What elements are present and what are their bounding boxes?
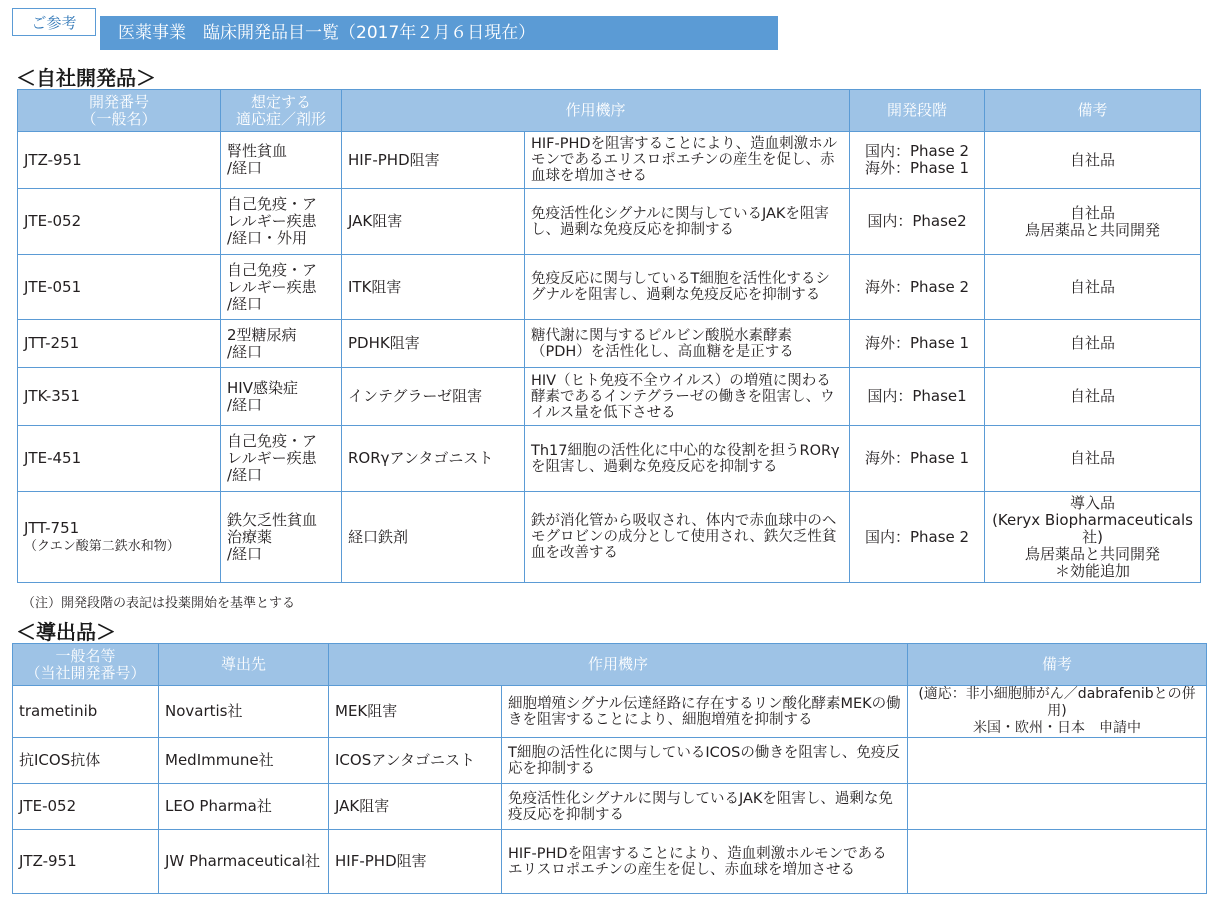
table-row [18,189,1201,255]
indication-line: 腎性貧血 [227,142,288,160]
header-name: 一般名等 （当社開発番号） [13,644,159,686]
dev-code: JTE-051 [24,277,82,296]
table-row [18,492,1201,583]
mechanism-short: インテグラーゼ阻害 [342,368,525,426]
licensee: MedImmune社 [159,738,329,784]
remarks-cell [985,255,1201,320]
footnote: （注）開発段階の表記は投薬開始を基準とする [22,596,296,611]
indication-cell [221,189,342,255]
dev-code: JTT-251 [24,334,80,352]
mechanism-detail: Th17細胞の活性化に中心的な役割を担うRORγを阻害し、過剰な免疫反応を抑制する [525,426,850,492]
indication-line: レルギー疾患 [227,277,317,296]
table-row [13,830,1207,894]
remarks-line: 鳥居薬品と共同開発 [1025,220,1161,239]
mechanism-detail: HIF-PHDを阻害することにより、造血刺激ホルモンであるエリスロポエチンの産生を促し、赤血球を増加させる [502,830,908,894]
header-indication: 想定する 適応症／剤形 [221,90,342,132]
generic-name: （クエン酸第二鉄水和物） [24,538,180,554]
licensee: JW Pharmaceutical社 [159,830,329,894]
header-remarks: 備考 [908,644,1207,686]
mechanism-short: HIF-PHD阻害 [342,132,525,189]
indication-line: レルギー疾患 [227,212,317,230]
mechanism-short: RORγアンタゴニスト [342,426,525,492]
mechanism-short: MEK阻害 [329,686,502,738]
licensee: Novartis社 [159,686,329,738]
stage-line: 海外：Phase 1 [864,159,970,177]
table-row [13,738,1207,784]
remarks-cell [985,368,1201,426]
table-row [18,132,1201,189]
own-section-title: ＜自社開発品＞ [16,66,156,90]
page-title: 医薬事業 臨床開発品目一覧（2017年２月６日現在） [100,16,778,50]
remarks-cell [908,738,1207,784]
table-row [18,426,1201,492]
stage-cell [850,255,985,320]
code-cell [18,132,221,189]
dev-code: JTE-451 [24,449,82,467]
out-licensing-table [12,643,1207,894]
header-mechanism: 作用機序 [329,644,908,686]
indication-line: 2型糖尿病 [227,325,297,344]
product-name: JTE-052 [13,784,159,830]
mechanism-detail: 免疫活性化シグナルに関与しているJAKを阻害し、過剰な免疫反応を抑制する [525,189,850,255]
stage-line: 海外：Phase 2 [864,277,970,296]
table-row [13,686,1207,738]
indication-line: レルギー疾患 [227,449,317,467]
code-cell [18,189,221,255]
mechanism-detail: 鉄が消化管から吸収され、体内で赤血球中のヘモグロビンの成分として使用され、鉄欠乏性貧血を改善する [525,492,850,583]
stage-line: 国内：Phase 2 [864,142,970,160]
mechanism-detail: 免疫活性化シグナルに関与しているJAKを阻害し、過剰な免疫反応を抑制する [502,784,908,830]
mechanism-short: HIF-PHD阻害 [329,830,502,894]
stage-cell [850,132,985,189]
remarks-cell [985,320,1201,368]
table-row [18,320,1201,368]
code-cell [18,426,221,492]
dev-code: JTK-351 [24,387,80,405]
mechanism-detail: HIV（ヒト免疫不全ウイルス）の増殖に関わる酵素であるインテグラーゼの働きを阻害し、ウイルス量を低下させる [525,368,850,426]
dev-code: JTE-052 [24,212,82,230]
mechanism-short: JAK阻害 [342,189,525,255]
indication-cell [221,492,342,583]
header-mechanism: 作用機序 [342,90,850,132]
indication-line: /経口 [227,342,263,361]
indication-line: /経口 [227,466,263,484]
mechanism-short: 経口鉄剤 [342,492,525,583]
indication-line: /経口・外用 [227,229,308,247]
header-stage: 開発段階 [850,90,985,132]
indication-cell [221,132,342,189]
remarks-line: 鳥居薬品と共同開発 [1025,544,1161,563]
indication-line: 自己免疫・ア [227,195,318,213]
header-code: 開発番号 （一般名） [18,90,221,132]
dev-code: JTZ-951 [24,150,82,169]
code-cell [18,255,221,320]
remarks-line: 自社品 [1070,449,1116,467]
indication-line: HIV感染症 [227,378,298,397]
indication-line: 自己免疫・ア [227,260,318,279]
indication-line: /経口 [227,159,263,177]
remarks-cell [985,426,1201,492]
product-name: 抗ICOS抗体 [13,738,159,784]
table-row [18,255,1201,320]
stage-cell [850,426,985,492]
mechanism-detail: 糖代謝に関与するピルビン酸脱水素酵素（PDH）を活性化し、高血糖を是正する [525,320,850,368]
remarks-cell [985,492,1201,583]
stage-cell [850,189,985,255]
remarks-cell [985,132,1201,189]
remarks-line: 自社品 [1070,334,1116,352]
indication-line: 治療薬 [227,527,273,546]
stage-line: 海外：Phase 1 [864,334,970,352]
indication-line: 自己免疫・ア [227,432,318,450]
product-name: JTZ-951 [13,830,159,894]
code-cell [18,320,221,368]
remarks-line: 導入品 [1070,493,1116,512]
remarks-line: 自社品 [1070,387,1116,405]
stage-line: 国内：Phase1 [867,387,967,405]
code-cell [18,368,221,426]
licensee: LEO Pharma社 [159,784,329,830]
mechanism-short: PDHK阻害 [342,320,525,368]
indication-cell [221,368,342,426]
stage-cell [850,320,985,368]
indication-cell [221,320,342,368]
remarks-cell [908,830,1207,894]
own-development-table [17,89,1201,583]
dev-code: JTT-751 [24,518,80,537]
remarks-cell [908,784,1207,830]
remarks-line: 自社品 [1070,150,1116,169]
remarks-line: ＊効能追加 [1055,561,1131,580]
remarks-line: 自社品 [1070,203,1116,222]
stage-cell [850,492,985,583]
mechanism-detail: 細胞増殖シグナル伝達経路に存在するリン酸化酵素MEKの働きを阻害することにより、細胞増殖を抑制する [502,686,908,738]
indication-cell [221,255,342,320]
indication-line: /経口 [227,544,263,563]
table-row [18,368,1201,426]
code-cell [18,492,221,583]
mechanism-short: ITK阻害 [342,255,525,320]
mechanism-detail: HIF-PHDを阻害することにより、造血刺激ホルモンであるエリスロポエチンの産生を促し、赤血球を増加させる [525,132,850,189]
mechanism-detail: T細胞の活性化に関与しているICOSの働きを阻害し、免疫反応を抑制する [502,738,908,784]
remarks-line: (Keryx Biopharmaceuticals社) [992,510,1193,546]
stage-line: 国内：Phase2 [867,212,967,230]
stage-line: 海外：Phase 1 [864,449,970,467]
header-remarks: 備考 [985,90,1201,132]
stage-cell [850,368,985,426]
product-name: trametinib [13,686,159,738]
remarks-line: 米国・欧州・日本 申請中 [973,720,1142,736]
out-section-title: ＜導出品＞ [16,620,116,644]
table-row [13,784,1207,830]
remarks-line: (適応：非小細胞肺がん／dabrafenibとの併用) [918,686,1196,719]
remarks-cell [908,686,1207,738]
indication-line: /経口 [227,395,263,414]
stage-line: 国内：Phase 2 [864,527,970,546]
remarks-cell [985,189,1201,255]
indication-line: /経口 [227,294,263,313]
mechanism-short: ICOSアンタゴニスト [329,738,502,784]
indication-line: 鉄欠乏性貧血 [227,510,318,529]
mechanism-short: JAK阻害 [329,784,502,830]
reference-tag: ご参考 [12,8,96,36]
indication-cell [221,426,342,492]
mechanism-detail: 免疫反応に関与しているT細胞を活性化するシグナルを阻害し、過剰な免疫反応を抑制する [525,255,850,320]
header-licensee: 導出先 [159,644,329,686]
remarks-line: 自社品 [1070,277,1116,296]
